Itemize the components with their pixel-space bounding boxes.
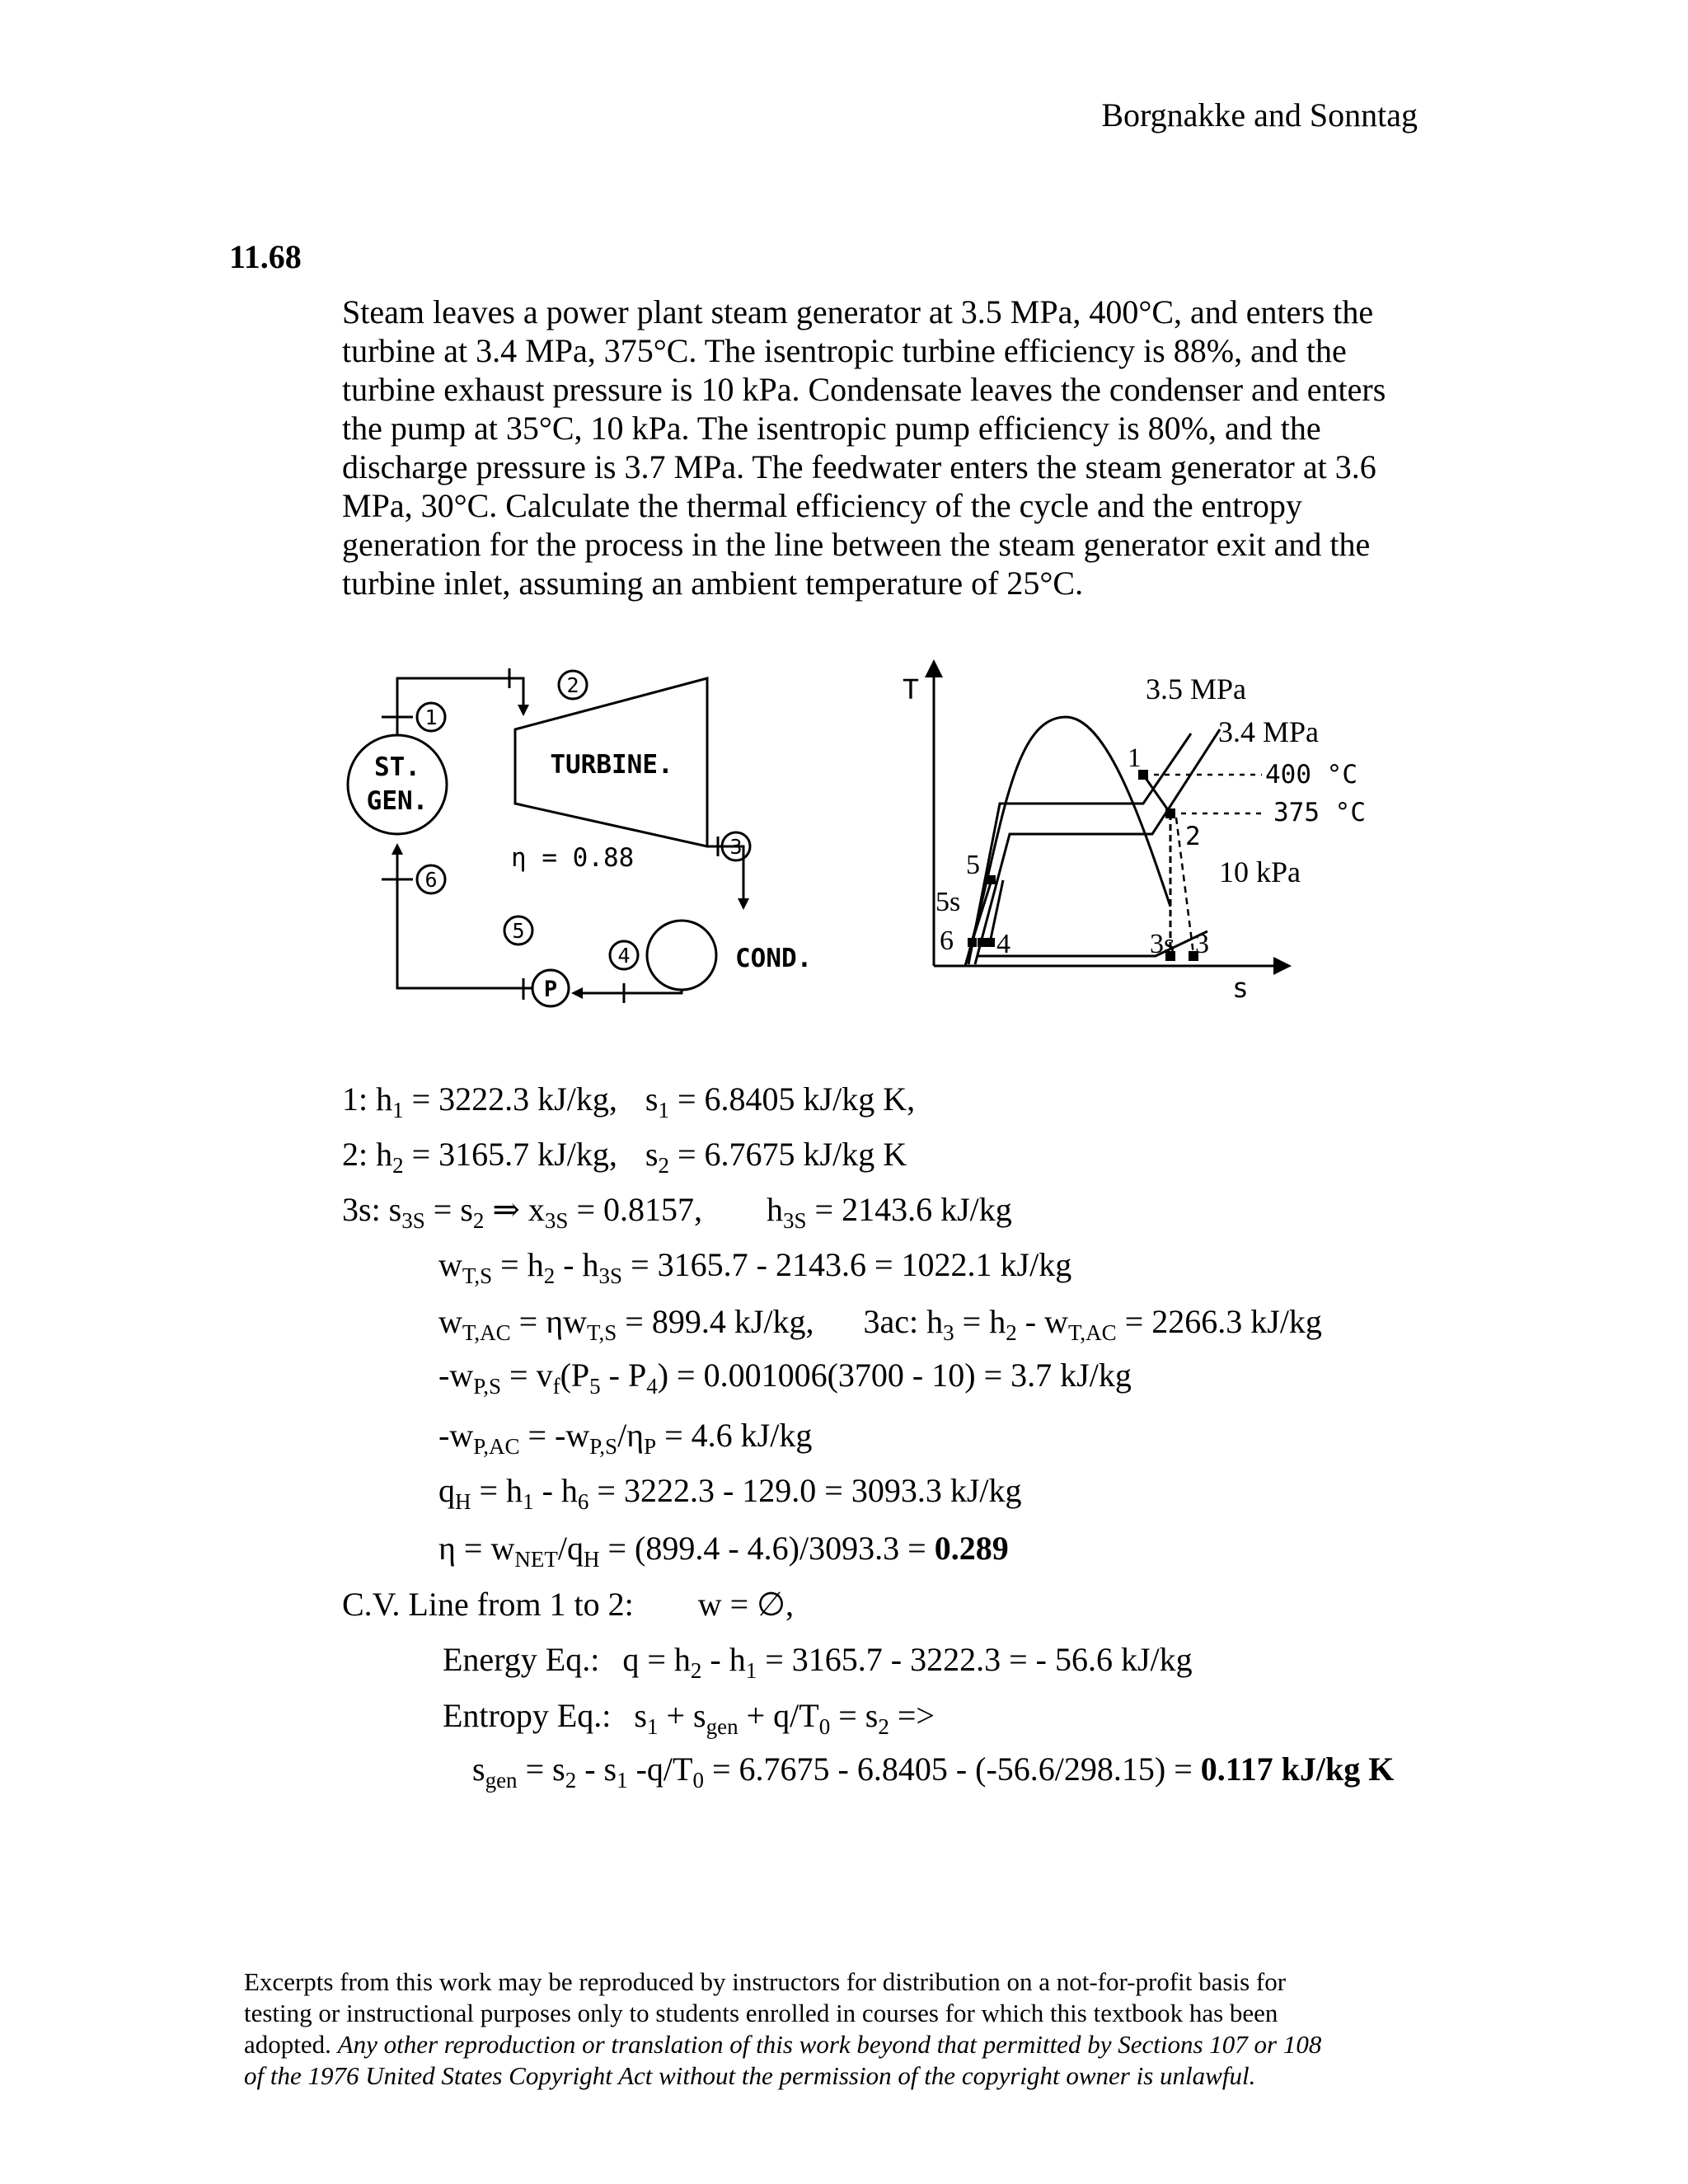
solution-line-entropy-generation: $s_{gen} = s_2 - s_1$ $-q/T_0 = 6.7675 - 6.8405 - (-56.6/298.15) = 0.117$ kJ/kg K: [472, 1750, 1395, 1793]
solution-line-state-1: 1: $h_1 = 3222.3$ kJ/kg, $s_1 = 6.8405$ kJ/kg K,: [342, 1080, 916, 1122]
problem-number: 11.68: [229, 238, 302, 275]
pressure-label: 3.5 MPa: [1146, 673, 1247, 705]
solution-line-pump-work: $-w_{P,S} = v_f(P_5 - P_4) = 0.001006(3700 - 10) = 3.7$ kJ/kg: [438, 1357, 1132, 1399]
footer-line: of the 1976 United States Copyright Act without the permission of the copyright owner is unlawful.: [244, 2061, 1256, 2090]
problem-line: the pump at 35°C, 10 kPa. The isentropic pump efficiency is 80%, and the: [342, 410, 1321, 447]
footer-line: Excerpts from this work may be reproduced by instructors for distribution on a not-for-profit basis for: [244, 1967, 1287, 1996]
state-label: 3: [1195, 929, 1209, 959]
state-label: 5: [966, 850, 980, 880]
temperature-label: 375 °C: [1273, 798, 1366, 827]
solution-line-entropy-equation: Entropy Eq.: $s_1 + s_{gen} + q/T_0 = s_2$ =>: [443, 1697, 935, 1739]
state-label: 6: [424, 868, 438, 892]
state-label: 6: [940, 926, 954, 956]
solution-line-turbine-work: $w_{T,S} = h_2 - h_{3S} = 3165.7 - 2143.6 = 1022.1$ kJ/kg: [438, 1246, 1072, 1288]
cycle-schematic: [334, 655, 845, 1043]
isobar-3-4-mpa: [975, 729, 1220, 964]
state-label: 4: [617, 944, 631, 968]
st-gen-label: ST.: [374, 752, 420, 782]
problem-line: turbine inlet, assuming an ambient temperature of 25°C.: [342, 565, 1084, 602]
turbine-efficiency: η = 0.88: [511, 843, 635, 873]
solution-line-state-3s: 3s: $s_{3S} = s_2$ ⇒ $x_{3S} = 0.8157$, $h_{3S} = 2143.6$ kJ/kg: [342, 1191, 1012, 1233]
state-label: 5: [512, 919, 525, 943]
state-label: 3s: [1150, 929, 1175, 959]
problem-line: discharge pressure is 3.7 MPa. The feedwater enters the steam generator at 3.6: [342, 448, 1376, 485]
state-label: 2: [566, 673, 579, 697]
state-label: 2: [1185, 822, 1201, 851]
steam-generator: [348, 735, 447, 834]
st-gen-label: GEN.: [366, 786, 429, 816]
condenser: [647, 921, 716, 990]
footer-line: adopted. Any other reproduction or translation of this work beyond that permitted by Sections 107 or 108: [244, 2030, 1322, 2059]
temperature-label: 400 °C: [1265, 760, 1357, 790]
turbine-label: TURBINE.: [550, 750, 673, 780]
pipe-4: [574, 990, 682, 993]
solution-line-control-volume: C.V. Line from 1 to 2: w = ∅,: [342, 1586, 794, 1623]
solution-line-state-2: 2: $h_2 = 3165.7$ kJ/kg, $s_2 = 6.7675$ kJ/kg K: [342, 1136, 907, 1178]
solution-line-heat-input: $q_H = h_1 - h_6 = 3222.3 - 129.0 = 3093.3$ kJ/kg: [438, 1472, 1022, 1514]
pressure-label: 3.4 MPa: [1218, 715, 1320, 748]
ts-diagram: [886, 659, 1366, 1005]
solution-line-actual-pump-work: $-w_{P,AC} = -w_{P,S}/\eta_P = 4.6$ kJ/kg: [438, 1417, 813, 1459]
solution-line-energy-equation: Energy Eq.: $q = h_2 - h_1 = 3165.7 - 3222.3$ = - 56.6 kJ/kg: [443, 1641, 1193, 1683]
solution-line-actual-turbine-work: $w_{T,AC} = \eta w_{T,S} = 899.4$ kJ/kg, 3ac: $h_3 = h_2 - w_{T,AC} = 2266.3$ kJ/kg: [438, 1303, 1322, 1345]
problem-line: turbine at 3.4 MPa, 375°C. The isentropic turbine efficiency is 88%, and the: [342, 332, 1347, 369]
state-label: 1: [1128, 743, 1142, 773]
pressure-label: 10 kPa: [1219, 855, 1301, 888]
s-axis-label: s: [1232, 972, 1249, 1004]
state-label: 4: [996, 929, 1010, 959]
copyright-footer: [244, 1966, 1447, 2092]
problem-line: Steam leaves a power plant steam generator at 3.5 MPa, 400°C, and enters the: [342, 293, 1374, 330]
footer-line: testing or instructional purposes only to students enrolled in courses for which this textbook has been: [244, 1999, 1278, 2027]
problem-line: generation for the process in the line between the steam generator exit and the: [342, 526, 1371, 563]
solution-line-thermal-efficiency: $\eta = w_{NET}/q_H = (899.4 - 4.6)/3093.3 = 0.289$: [438, 1530, 1009, 1572]
state-label: 1: [424, 705, 438, 729]
state-label: 5s: [935, 887, 961, 917]
pipe-1-2: [397, 678, 523, 735]
condenser-label: COND.: [735, 944, 813, 973]
problem-line: MPa, 30°C. Calculate the thermal efficiency of the cycle and the entropy: [342, 487, 1302, 524]
problem-statement: [342, 293, 1414, 602]
problem-line: turbine exhaust pressure is 10 kPa. Condensate leaves the condenser and enters: [342, 371, 1386, 408]
page-header-authors: Borgnakke and Sonntag: [1101, 96, 1418, 134]
t-axis-label: T: [903, 673, 919, 705]
pump-label: P: [543, 977, 558, 1002]
state-label: 3: [729, 835, 743, 859]
